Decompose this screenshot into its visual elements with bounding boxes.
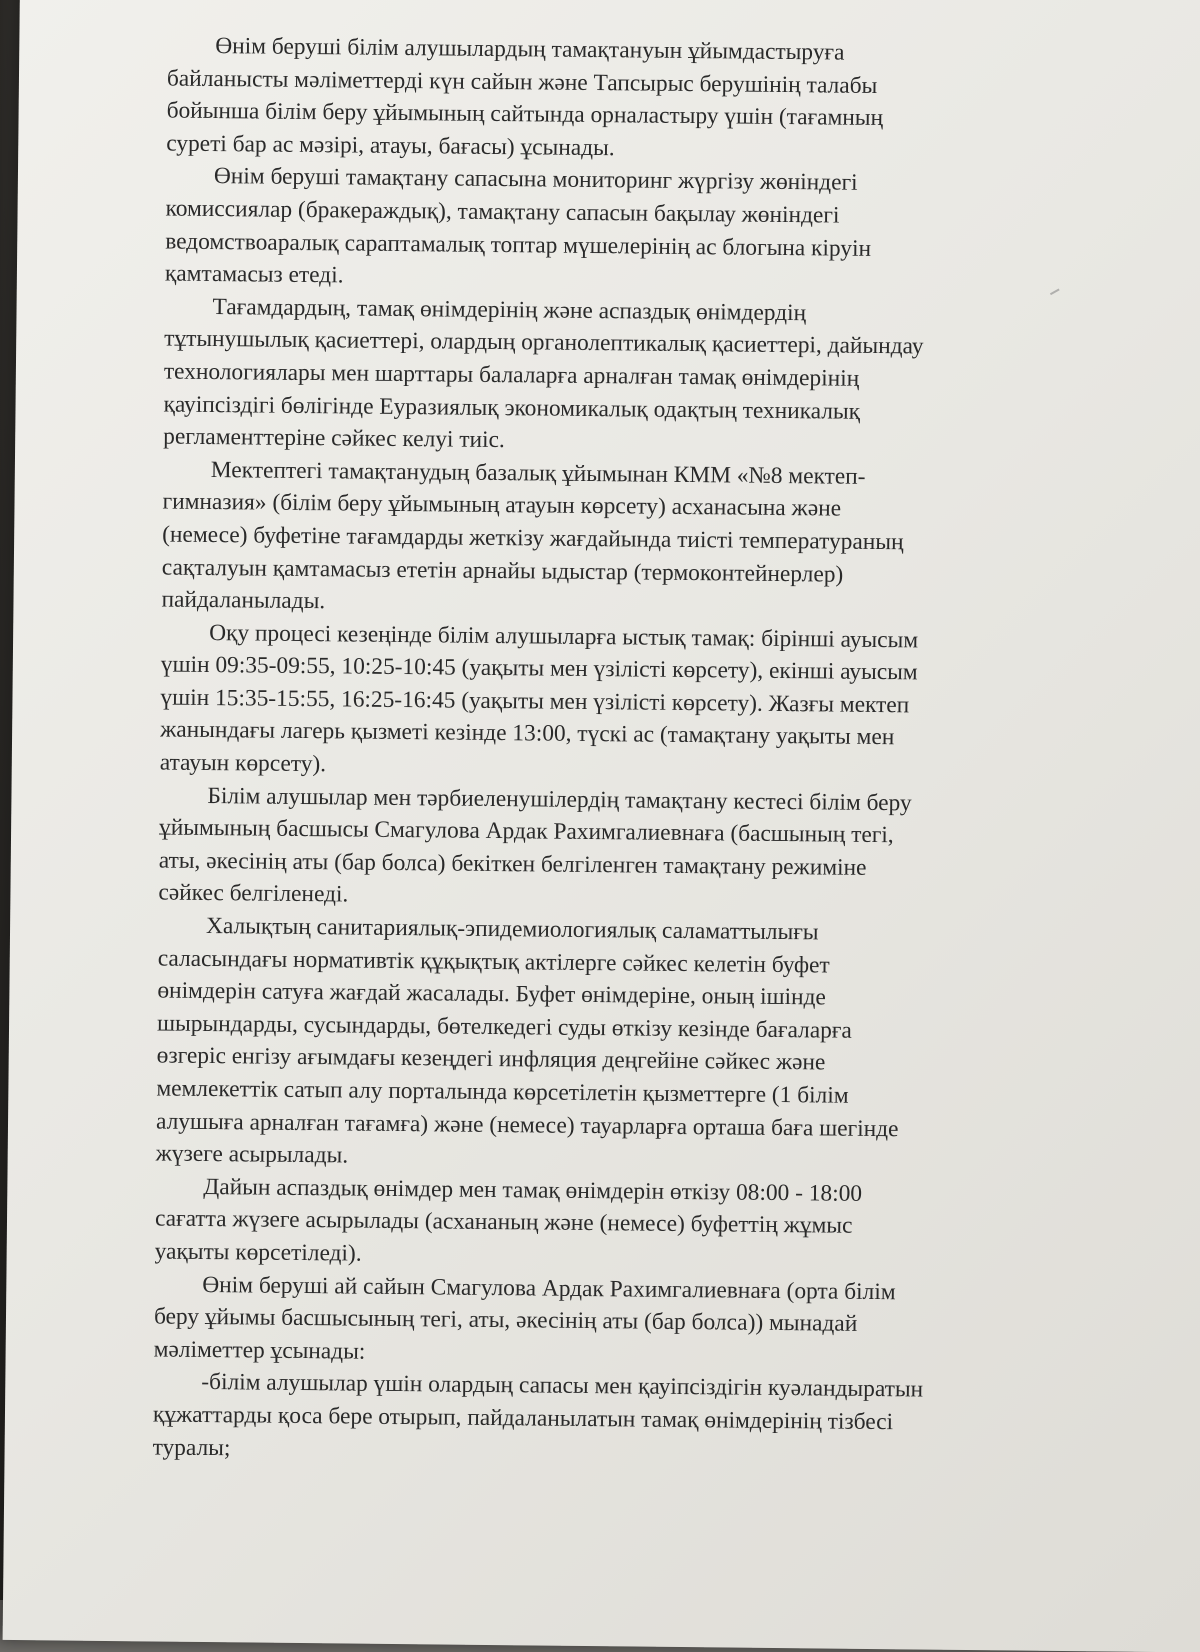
paragraph (160, 616, 1132, 789)
text-line: тұтынушылық қасиеттері, олардың органолептикалық қасиеттері, дайындау (164, 325, 924, 360)
text-line: Өнім беруші білім алушылардың тамақтануын ұйымдастыруға (215, 33, 845, 66)
text-line: сағатта жүзеге асырылады (асхананың және (немесе) буфеттің жұмыс (154, 1205, 853, 1240)
text-line: Дайын аспаздық өнімдер мен тамақ өнімдерін өткізу 08:00 - 18:00 (203, 1173, 863, 1207)
text-line: регламенттеріне сәйкес келуі тиіс. (163, 423, 505, 454)
paragraph (165, 160, 1136, 301)
paragraph (156, 910, 1129, 1181)
text-line: -білім алушылар үшін олардың сапасы мен қауіпсіздігін куәландыратын (201, 1369, 924, 1403)
text-line: Халықтың санитариялық-эпидемиологиялық саламаттылығы (205, 913, 819, 946)
text-line: мемлекеттік сатып алу порталында көрсетілетін қызметтерге (1 білім (156, 1075, 849, 1109)
text-line: суреті бар ас мәзірі, атауы, бағасы) ұсынады. (166, 130, 615, 162)
paragraph (161, 453, 1133, 626)
text-line: алушыға арналған тағамға) және (немесе) тауарларға орташа баға шегінде (155, 1108, 899, 1142)
text-line: жанындағы лагерь қызметі кезінде 13:00, түскі ас (тамақтану уақыты мен (160, 716, 895, 751)
text-line: шырындарды, сусындарды, бөтелкедегі суды өткізу кезінде бағаларға (156, 1010, 852, 1044)
text-line: гимназия» (білім беру ұйымының атауын көрсету) асханасына және (162, 488, 842, 522)
text-line: Білім алушылар мен тәрбиеленушілердің тамақтану кестесі білім беру (207, 782, 912, 817)
paragraph (152, 1366, 1123, 1474)
paragraph (166, 30, 1137, 171)
text-line: Тағамдардың, тамақ өнімдерінің және аспаздық өнімдердің (212, 293, 807, 326)
text-line: уақыты көрсетіледі). (154, 1238, 362, 1267)
text-line: құжаттарды қоса бере отырып, пайдаланылатын тамақ өнімдерінің тізбесі (152, 1401, 894, 1436)
text-line: жүзеге асырылады. (155, 1140, 349, 1169)
text-line: ұйымының басшысы Смагулова Ардак Рахимгалиевнаға (басшының тегі, (158, 814, 894, 849)
text-line: өнімдерін сатуға жағдай жасалады. Буфет өнімдеріне, оның ішінде (157, 977, 826, 1011)
text-line: сәйкес белгіленеді. (158, 879, 349, 908)
text-line: Өнім беруші ай сайын Смагулова Ардак Рахимгалиевнаға (орта білім (202, 1271, 896, 1305)
text-line: қауіпсіздігі бөлігінде Еуразиялық экономикалық одақтың техникалық (163, 391, 861, 425)
text-line: пайдаланылады. (161, 586, 326, 615)
text-line: мәліметтер ұсынады: (153, 1336, 366, 1365)
text-line: өзгеріс енгізу ағымдағы кезеңдегі инфляция деңгейіне сәйкес және (156, 1042, 826, 1076)
paragraph (158, 779, 1129, 920)
text-line: Мектептегі тамақтанудың базалық ұйымынан КММ «№8 мектеп- (210, 456, 866, 490)
document-body (152, 30, 1137, 1474)
text-line: комиссиялар (бракераждық), тамақтану сапасын бақылау жөніндегі (165, 195, 840, 229)
text-line: Оқу процесі кезеңінде білім алушыларға ыстық тамақ: бірінші ауысым (209, 619, 919, 654)
text-line: үшін 09:35-09:55, 10:25-10:45 (уақыты мен үзілісті көрсету), екінші ауысым (160, 651, 918, 686)
text-line: аты, әкесінің аты (бар болса) бекіткен белгіленген тамақтану режиміне (158, 847, 867, 881)
text-line: қамтамасыз етеді. (164, 260, 344, 289)
text-line: бойынша білім беру ұйымының сайтында орналастыру үшін (тағамның (166, 97, 884, 132)
document-page (3, 0, 1200, 1652)
paragraph (153, 1268, 1124, 1376)
text-line: (немесе) буфетіне тағамдарды жеткізу жағдайында тиісті температураның (162, 521, 904, 556)
text-line: беру ұйымы басшысының тегі, аты, әкесінің аты (бар болса)) мынадай (153, 1303, 858, 1337)
text-line: Өнім беруші тамақтану сапасына мониторинг жүргізу жөніндегі (213, 163, 858, 197)
text-line: ведомствоаралық сараптамалық топтар мүшелерінің ас блогына кіруін (165, 228, 872, 262)
text-line: байланысты мәліметтерді күн сайын және Тапсырыс берушінің талабы (166, 65, 878, 99)
text-line: технологиялары мен шарттары балаларға арналған тамақ өнімдерінің (163, 358, 860, 392)
text-line: саласындағы нормативтік құқықтық актілерге сәйкес келетін буфет (157, 945, 830, 979)
text-line: үшін 15:35-15:55, 16:25-16:45 (уақыты мен үзілісті көрсету). Жазғы мектеп (160, 684, 910, 719)
text-line: туралы; (152, 1434, 231, 1461)
text-line: атауын көрсету). (159, 749, 327, 778)
paragraph (163, 290, 1135, 463)
paragraph (155, 1170, 1126, 1278)
text-line: сақталуын қамтамасыз ететін арнайы ыдыстар (термоконтейнерлер) (161, 554, 844, 588)
